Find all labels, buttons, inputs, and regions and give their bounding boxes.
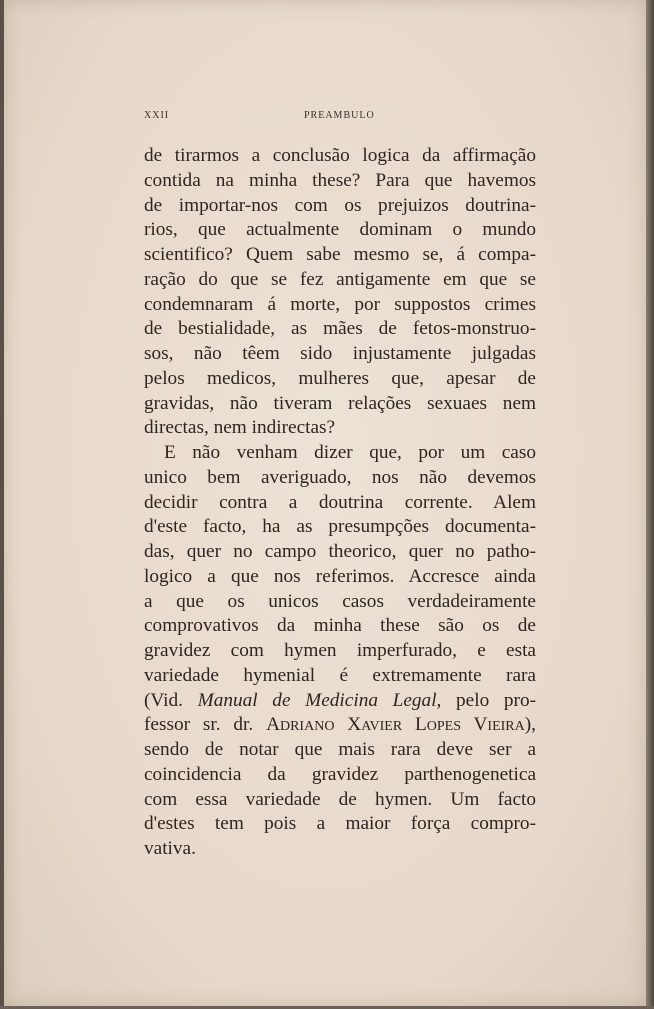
citation-open: (Vid. [144, 689, 198, 711]
book-spine-edge [646, 0, 654, 1009]
text-line: das, quer no campo theorico, quer no patho- [144, 541, 536, 562]
text-line: de importar-nos com os prejuizos doutrina- [144, 194, 536, 216]
text-line: decidir contra a doutrina corrente. Alem [144, 491, 536, 513]
text-line: gravidas, não tiveram relações sexuaes nem [144, 392, 536, 414]
text-line: d'este facto, ha as presumpções documenta- [144, 516, 536, 538]
author-after: ), [524, 714, 536, 736]
text-line: gravidez com hymen imperfurado, e esta [144, 640, 536, 661]
text-line: sendo de notar que mais rara deve ser a [144, 739, 536, 760]
citation-after: pelo pro- [441, 689, 537, 711]
body-text [144, 144, 536, 862]
text-line: logico a que nos referimos. Accresce ainda [144, 565, 536, 587]
text-line: ração do que se fez antigamente em que se [144, 268, 536, 290]
text-line: com essa variedade de hymen. Um facto [144, 788, 536, 810]
text-line: comprovativos da minha these são os de [144, 615, 536, 637]
text-line: coincidencia da gravidez parthenogenetica [144, 763, 536, 785]
text-line: scientifico? Quem sabe mesmo se, á compa- [144, 244, 536, 265]
page-header [4, 110, 646, 124]
text-line: unico bem averiguado, nos não devemos [144, 466, 536, 488]
text-line: directas, nem indirectas? [144, 417, 336, 439]
citation-title: Manual de Medicina Legal, [197, 689, 442, 711]
text-line: rios, que actualmente dominam o mundo [144, 219, 536, 241]
text-line: variedade hymenial é extremamente rara [144, 664, 536, 686]
author-name: Adriano Xavier Lopes Vieira [266, 714, 525, 736]
text-line: a que os unicos casos verdadeiramente [144, 590, 536, 612]
text-line: de bestialidade, as mães de fetos-monstruo- [144, 318, 536, 340]
running-head: PREAMBULO [304, 110, 375, 121]
citation-line [144, 689, 536, 714]
page-number: XXII [144, 110, 170, 121]
text-line: contida na minha these? Para que havemos [144, 169, 536, 191]
text-line: E não venham dizer que, por um caso [164, 442, 536, 463]
author-before: fessor sr. dr. [144, 714, 267, 736]
book-page [4, 0, 646, 1006]
text-line: condemnaram á morte, por suppostos crimes [144, 293, 536, 315]
text-line: sos, não têem sido injustamente julgadas [144, 343, 536, 364]
author-line [144, 713, 536, 738]
text-line: vativa. [144, 838, 196, 859]
text-line: d'estes tem pois a maior força compro- [144, 813, 536, 835]
text-line: pelos medicos, mulheres que, apesar de [144, 367, 536, 389]
text-line: de tirarmos a conclusão logica da affirmação [144, 145, 536, 166]
